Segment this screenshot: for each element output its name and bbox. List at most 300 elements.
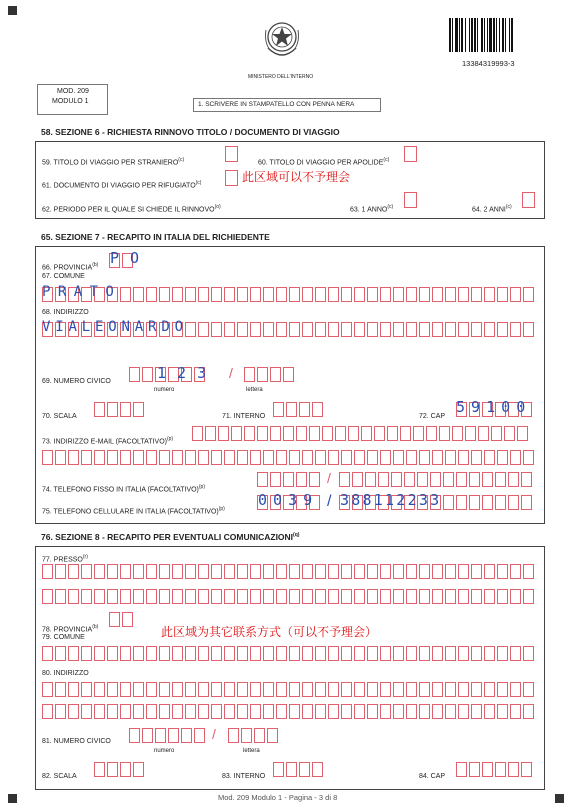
char-box[interactable]: [198, 287, 209, 302]
char-box[interactable]: [211, 682, 222, 697]
char-box[interactable]: [406, 450, 417, 465]
char-box[interactable]: [211, 589, 222, 604]
field-83-boxes[interactable]: [273, 762, 323, 777]
char-box[interactable]: [68, 450, 79, 465]
char-box[interactable]: [42, 564, 53, 579]
char-box[interactable]: [168, 728, 179, 743]
char-box[interactable]: [276, 450, 287, 465]
field-63-checkbox[interactable]: [404, 192, 417, 208]
char-box[interactable]: [109, 612, 120, 627]
char-box[interactable]: [146, 682, 157, 697]
char-box[interactable]: [172, 287, 183, 302]
char-box[interactable]: [224, 646, 235, 661]
char-box[interactable]: [94, 682, 105, 697]
char-box[interactable]: [458, 704, 469, 719]
char-box[interactable]: [68, 704, 79, 719]
char-box[interactable]: [432, 287, 443, 302]
char-box[interactable]: [237, 646, 248, 661]
char-box[interactable]: [432, 322, 443, 337]
char-box[interactable]: [211, 564, 222, 579]
char-box[interactable]: [508, 495, 519, 510]
char-box[interactable]: [224, 704, 235, 719]
char-box[interactable]: [458, 646, 469, 661]
char-box[interactable]: [471, 564, 482, 579]
char-box[interactable]: [445, 646, 456, 661]
char-box[interactable]: [276, 287, 287, 302]
char-box[interactable]: [224, 564, 235, 579]
char-box[interactable]: [497, 589, 508, 604]
char-box[interactable]: [458, 564, 469, 579]
char-box[interactable]: [341, 704, 352, 719]
char-box[interactable]: [328, 646, 339, 661]
char-box[interactable]: [523, 704, 534, 719]
char-box[interactable]: [241, 728, 252, 743]
char-box[interactable]: [393, 450, 404, 465]
char-box[interactable]: [250, 450, 261, 465]
char-box[interactable]: [419, 564, 430, 579]
char-box[interactable]: [133, 762, 144, 777]
char-box[interactable]: [419, 682, 430, 697]
char-box[interactable]: [404, 472, 415, 487]
char-box[interactable]: [471, 450, 482, 465]
char-box[interactable]: [445, 589, 456, 604]
char-box[interactable]: [283, 426, 294, 441]
char-box[interactable]: [198, 682, 209, 697]
field-60-checkbox[interactable]: [404, 146, 417, 162]
char-box[interactable]: [443, 495, 454, 510]
char-box[interactable]: [469, 762, 480, 777]
char-box[interactable]: [482, 762, 493, 777]
char-box[interactable]: [185, 450, 196, 465]
char-box[interactable]: [263, 704, 274, 719]
char-box[interactable]: [471, 704, 482, 719]
char-box[interactable]: [510, 646, 521, 661]
char-box[interactable]: [120, 682, 131, 697]
char-box[interactable]: [445, 682, 456, 697]
char-box[interactable]: [517, 426, 528, 441]
char-box[interactable]: [42, 682, 53, 697]
field-73-boxes-row1[interactable]: [192, 426, 528, 441]
char-box[interactable]: [237, 704, 248, 719]
char-box[interactable]: [263, 287, 274, 302]
char-box[interactable]: [456, 762, 467, 777]
char-box[interactable]: [523, 450, 534, 465]
char-box[interactable]: [354, 704, 365, 719]
char-box[interactable]: [286, 762, 297, 777]
char-box[interactable]: [484, 704, 495, 719]
char-box[interactable]: [419, 589, 430, 604]
char-box[interactable]: [107, 589, 118, 604]
char-box[interactable]: [365, 472, 376, 487]
char-box[interactable]: [107, 402, 118, 417]
char-box[interactable]: [471, 646, 482, 661]
char-box[interactable]: [198, 322, 209, 337]
char-box[interactable]: [81, 646, 92, 661]
char-box[interactable]: [523, 287, 534, 302]
char-box[interactable]: [504, 426, 515, 441]
char-box[interactable]: [224, 322, 235, 337]
field-80-boxes-row2[interactable]: [42, 704, 534, 719]
char-box[interactable]: [484, 450, 495, 465]
char-box[interactable]: [426, 426, 437, 441]
char-box[interactable]: [142, 728, 153, 743]
char-box[interactable]: [250, 564, 261, 579]
char-box[interactable]: [146, 564, 157, 579]
char-box[interactable]: [341, 287, 352, 302]
char-box[interactable]: [237, 564, 248, 579]
char-box[interactable]: [406, 322, 417, 337]
char-box[interactable]: [354, 287, 365, 302]
field-59-checkbox[interactable]: [225, 146, 238, 162]
char-box[interactable]: [289, 564, 300, 579]
char-box[interactable]: [309, 426, 320, 441]
char-box[interactable]: [523, 564, 534, 579]
char-box[interactable]: [185, 287, 196, 302]
char-box[interactable]: [68, 646, 79, 661]
field-78-boxes[interactable]: [109, 612, 133, 627]
char-box[interactable]: [312, 762, 323, 777]
char-box[interactable]: [159, 682, 170, 697]
char-box[interactable]: [367, 322, 378, 337]
char-box[interactable]: [257, 367, 268, 382]
field-77-boxes-row2[interactable]: [42, 589, 534, 604]
char-box[interactable]: [484, 287, 495, 302]
char-box[interactable]: [172, 682, 183, 697]
char-box[interactable]: [146, 704, 157, 719]
char-box[interactable]: [273, 762, 284, 777]
char-box[interactable]: [406, 564, 417, 579]
char-box[interactable]: [367, 589, 378, 604]
char-box[interactable]: [380, 287, 391, 302]
char-box[interactable]: [315, 287, 326, 302]
field-61-checkbox[interactable]: [225, 170, 238, 186]
char-box[interactable]: [495, 495, 506, 510]
char-box[interactable]: [374, 426, 385, 441]
char-box[interactable]: [107, 646, 118, 661]
char-box[interactable]: [276, 322, 287, 337]
char-box[interactable]: [211, 287, 222, 302]
char-box[interactable]: [270, 367, 281, 382]
char-box[interactable]: [237, 450, 248, 465]
char-box[interactable]: [172, 704, 183, 719]
char-box[interactable]: [289, 589, 300, 604]
char-box[interactable]: [185, 646, 196, 661]
char-box[interactable]: [341, 450, 352, 465]
field-80-boxes-row1[interactable]: [42, 682, 534, 697]
char-box[interactable]: [237, 682, 248, 697]
char-box[interactable]: [380, 682, 391, 697]
char-box[interactable]: [406, 646, 417, 661]
char-box[interactable]: [159, 450, 170, 465]
char-box[interactable]: [478, 426, 489, 441]
char-box[interactable]: [302, 589, 313, 604]
char-box[interactable]: [237, 589, 248, 604]
char-box[interactable]: [523, 682, 534, 697]
char-box[interactable]: [315, 589, 326, 604]
char-box[interactable]: [289, 450, 300, 465]
char-box[interactable]: [315, 564, 326, 579]
char-box[interactable]: [263, 322, 274, 337]
char-box[interactable]: [367, 287, 378, 302]
char-box[interactable]: [172, 450, 183, 465]
char-box[interactable]: [159, 287, 170, 302]
char-box[interactable]: [497, 450, 508, 465]
char-box[interactable]: [335, 426, 346, 441]
char-box[interactable]: [42, 450, 53, 465]
char-box[interactable]: [367, 682, 378, 697]
char-box[interactable]: [469, 495, 480, 510]
field-81-letter-boxes[interactable]: [228, 728, 278, 743]
char-box[interactable]: [120, 287, 131, 302]
char-box[interactable]: [55, 682, 66, 697]
char-box[interactable]: [521, 762, 532, 777]
char-box[interactable]: [419, 646, 430, 661]
char-box[interactable]: [237, 287, 248, 302]
char-box[interactable]: [270, 426, 281, 441]
char-box[interactable]: [484, 589, 495, 604]
char-box[interactable]: [133, 450, 144, 465]
char-box[interactable]: [432, 589, 443, 604]
char-box[interactable]: [289, 646, 300, 661]
char-box[interactable]: [142, 367, 153, 382]
char-box[interactable]: [192, 426, 203, 441]
char-box[interactable]: [491, 426, 502, 441]
char-box[interactable]: [309, 472, 320, 487]
char-box[interactable]: [172, 564, 183, 579]
char-box[interactable]: [328, 704, 339, 719]
char-box[interactable]: [224, 589, 235, 604]
char-box[interactable]: [341, 564, 352, 579]
char-box[interactable]: [328, 564, 339, 579]
char-box[interactable]: [250, 682, 261, 697]
char-box[interactable]: [354, 589, 365, 604]
char-box[interactable]: [263, 450, 274, 465]
char-box[interactable]: [482, 495, 493, 510]
char-box[interactable]: [94, 450, 105, 465]
char-box[interactable]: [133, 682, 144, 697]
char-box[interactable]: [94, 704, 105, 719]
char-box[interactable]: [107, 704, 118, 719]
char-box[interactable]: [270, 472, 281, 487]
char-box[interactable]: [456, 495, 467, 510]
char-box[interactable]: [387, 426, 398, 441]
char-box[interactable]: [198, 704, 209, 719]
field-67-boxes[interactable]: [42, 287, 534, 302]
char-box[interactable]: [445, 450, 456, 465]
char-box[interactable]: [283, 472, 294, 487]
char-box[interactable]: [120, 646, 131, 661]
char-box[interactable]: [510, 589, 521, 604]
char-box[interactable]: [244, 367, 255, 382]
char-box[interactable]: [510, 682, 521, 697]
char-box[interactable]: [315, 682, 326, 697]
char-box[interactable]: [458, 682, 469, 697]
char-box[interactable]: [185, 564, 196, 579]
char-box[interactable]: [146, 589, 157, 604]
char-box[interactable]: [107, 564, 118, 579]
char-box[interactable]: [367, 450, 378, 465]
char-box[interactable]: [391, 472, 402, 487]
char-box[interactable]: [458, 589, 469, 604]
char-box[interactable]: [94, 564, 105, 579]
char-box[interactable]: [482, 472, 493, 487]
char-box[interactable]: [250, 287, 261, 302]
char-box[interactable]: [289, 682, 300, 697]
char-box[interactable]: [211, 704, 222, 719]
char-box[interactable]: [276, 589, 287, 604]
char-box[interactable]: [497, 564, 508, 579]
char-box[interactable]: [497, 646, 508, 661]
char-box[interactable]: [250, 646, 261, 661]
char-box[interactable]: [393, 704, 404, 719]
char-box[interactable]: [299, 402, 310, 417]
char-box[interactable]: [354, 646, 365, 661]
char-box[interactable]: [296, 472, 307, 487]
char-box[interactable]: [231, 426, 242, 441]
char-box[interactable]: [289, 287, 300, 302]
char-box[interactable]: [484, 564, 495, 579]
char-box[interactable]: [432, 564, 443, 579]
char-box[interactable]: [120, 704, 131, 719]
char-box[interactable]: [328, 450, 339, 465]
char-box[interactable]: [133, 589, 144, 604]
char-box[interactable]: [380, 322, 391, 337]
char-box[interactable]: [55, 704, 66, 719]
char-box[interactable]: [289, 322, 300, 337]
char-box[interactable]: [286, 402, 297, 417]
char-box[interactable]: [276, 564, 287, 579]
char-box[interactable]: [55, 589, 66, 604]
char-box[interactable]: [302, 450, 313, 465]
char-box[interactable]: [133, 564, 144, 579]
char-box[interactable]: [465, 426, 476, 441]
char-box[interactable]: [276, 704, 287, 719]
char-box[interactable]: [55, 564, 66, 579]
char-box[interactable]: [250, 322, 261, 337]
char-box[interactable]: [42, 589, 53, 604]
char-box[interactable]: [244, 426, 255, 441]
char-box[interactable]: [299, 762, 310, 777]
char-box[interactable]: [484, 682, 495, 697]
char-box[interactable]: [378, 472, 389, 487]
char-box[interactable]: [120, 450, 131, 465]
char-box[interactable]: [276, 682, 287, 697]
char-box[interactable]: [341, 646, 352, 661]
char-box[interactable]: [107, 450, 118, 465]
char-box[interactable]: [393, 682, 404, 697]
char-box[interactable]: [120, 402, 131, 417]
char-box[interactable]: [42, 704, 53, 719]
char-box[interactable]: [129, 728, 140, 743]
char-box[interactable]: [205, 426, 216, 441]
char-box[interactable]: [302, 287, 313, 302]
char-box[interactable]: [341, 322, 352, 337]
char-box[interactable]: [68, 564, 79, 579]
field-79-boxes[interactable]: [42, 646, 534, 661]
char-box[interactable]: [497, 682, 508, 697]
char-box[interactable]: [521, 472, 532, 487]
char-box[interactable]: [159, 646, 170, 661]
char-box[interactable]: [254, 728, 265, 743]
char-box[interactable]: [354, 682, 365, 697]
char-box[interactable]: [523, 322, 534, 337]
char-box[interactable]: [302, 646, 313, 661]
char-box[interactable]: [432, 646, 443, 661]
char-box[interactable]: [328, 322, 339, 337]
char-box[interactable]: [445, 287, 456, 302]
char-box[interactable]: [523, 646, 534, 661]
char-box[interactable]: [521, 495, 532, 510]
char-box[interactable]: [198, 589, 209, 604]
char-box[interactable]: [146, 287, 157, 302]
char-box[interactable]: [510, 564, 521, 579]
char-box[interactable]: [257, 472, 268, 487]
char-box[interactable]: [380, 704, 391, 719]
char-box[interactable]: [257, 426, 268, 441]
char-box[interactable]: [367, 704, 378, 719]
char-box[interactable]: [380, 589, 391, 604]
char-box[interactable]: [289, 704, 300, 719]
char-box[interactable]: [432, 682, 443, 697]
char-box[interactable]: [122, 612, 133, 627]
char-box[interactable]: [497, 704, 508, 719]
char-box[interactable]: [471, 322, 482, 337]
char-box[interactable]: [315, 704, 326, 719]
char-box[interactable]: [185, 704, 196, 719]
char-box[interactable]: [419, 322, 430, 337]
char-box[interactable]: [510, 450, 521, 465]
field-74-boxes[interactable]: [339, 472, 532, 487]
char-box[interactable]: [296, 426, 307, 441]
char-box[interactable]: [159, 589, 170, 604]
char-box[interactable]: [94, 589, 105, 604]
char-box[interactable]: [146, 450, 157, 465]
char-box[interactable]: [406, 704, 417, 719]
char-box[interactable]: [198, 450, 209, 465]
char-box[interactable]: [406, 287, 417, 302]
char-box[interactable]: [439, 426, 450, 441]
char-box[interactable]: [250, 704, 261, 719]
char-box[interactable]: [94, 646, 105, 661]
field-77-boxes-row1[interactable]: [42, 564, 534, 579]
char-box[interactable]: [400, 426, 411, 441]
char-box[interactable]: [107, 762, 118, 777]
char-box[interactable]: [263, 682, 274, 697]
char-box[interactable]: [495, 762, 506, 777]
char-box[interactable]: [81, 450, 92, 465]
char-box[interactable]: [341, 682, 352, 697]
char-box[interactable]: [263, 564, 274, 579]
char-box[interactable]: [273, 402, 284, 417]
char-box[interactable]: [406, 589, 417, 604]
char-box[interactable]: [452, 426, 463, 441]
char-box[interactable]: [185, 322, 196, 337]
char-box[interactable]: [508, 762, 519, 777]
char-box[interactable]: [445, 564, 456, 579]
char-box[interactable]: [120, 589, 131, 604]
char-box[interactable]: [393, 646, 404, 661]
char-box[interactable]: [393, 322, 404, 337]
char-box[interactable]: [55, 450, 66, 465]
char-box[interactable]: [497, 287, 508, 302]
char-box[interactable]: [263, 589, 274, 604]
char-box[interactable]: [352, 472, 363, 487]
char-box[interactable]: [81, 704, 92, 719]
char-box[interactable]: [159, 704, 170, 719]
char-box[interactable]: [348, 426, 359, 441]
char-box[interactable]: [68, 682, 79, 697]
char-box[interactable]: [276, 646, 287, 661]
